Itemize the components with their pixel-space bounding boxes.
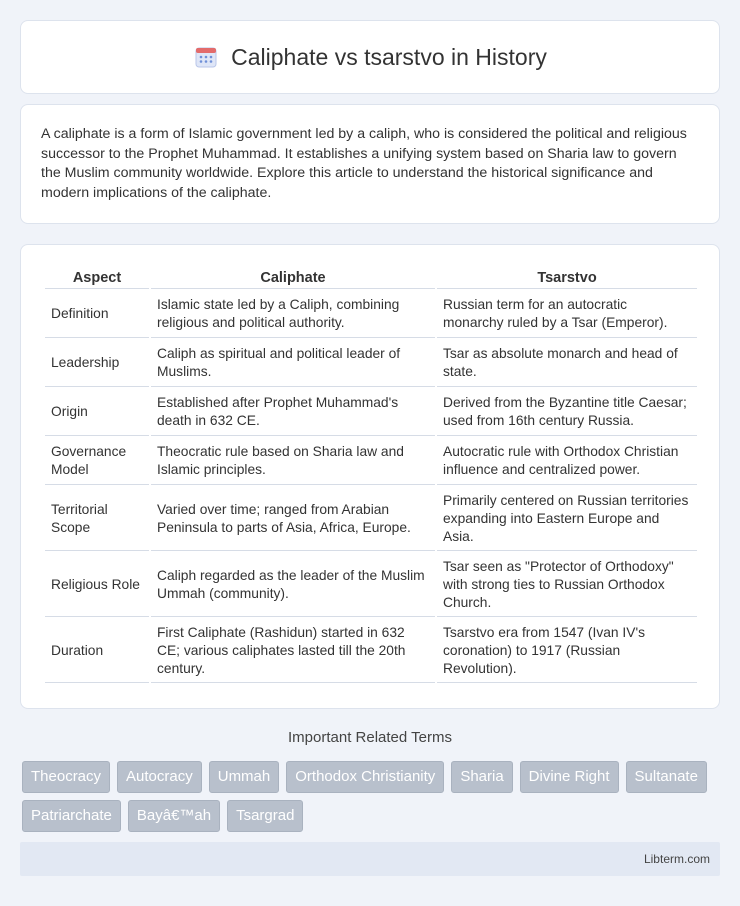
cell-tsarstvo: Russian term for an autocratic monarchy ruled by a Tsar (Emperor).	[437, 291, 697, 338]
footer-site-link[interactable]: Libterm.com	[643, 852, 710, 866]
calendar-icon	[193, 44, 219, 70]
tag-tsargrad[interactable]: Tsargrad	[227, 800, 303, 832]
cell-tsarstvo: Tsar as absolute monarch and head of state.	[437, 340, 697, 387]
cell-tsarstvo: Tsar seen as "Protector of Orthodoxy" with strong ties to Russian Orthodox Church.	[437, 553, 697, 617]
comparison-table	[43, 265, 699, 685]
tag-patriarchate[interactable]: Patriarchate	[22, 800, 121, 832]
cell-tsarstvo: Derived from the Byzantine title Caesar; used from 16th century Russia.	[437, 389, 697, 436]
intro-text: A caliphate is a form of Islamic government led by a caliph, who is considered the political and religious successor to the Prophet Muhammad. It establishes a unifying system based on Sharia law to govern the Muslim community worldwide. Explore this article to understand the historical significance and modern implications of the caliphate.	[41, 126, 687, 201]
title-card	[20, 20, 720, 94]
header-tsarstvo: Tsarstvo	[437, 267, 697, 289]
cell-caliphate: Islamic state led by a Caliph, combining religious and political authority.	[151, 291, 435, 338]
cell-caliphate: Theocratic rule based on Sharia law and Islamic principles.	[151, 438, 435, 485]
cell-tsarstvo: Primarily centered on Russian territories expanding into Eastern Europe and Asia.	[437, 487, 697, 551]
related-terms-list	[22, 761, 722, 832]
cell-caliphate: Established after Prophet Muhammad's death in 632 CE.	[151, 389, 435, 436]
table-row	[45, 389, 697, 436]
cell-tsarstvo: Tsarstvo era from 1547 (Ivan IV's coronation) to 1917 (Russian Revolution).	[437, 619, 697, 683]
tag-divine-right[interactable]: Divine Right	[520, 761, 619, 793]
cell-caliphate: Caliph regarded as the leader of the Muslim Ummah (community).	[151, 553, 435, 617]
cell-aspect: Duration	[45, 619, 149, 683]
cell-caliphate: Caliph as spiritual and political leader of Muslims.	[151, 340, 435, 387]
tag-autocracy[interactable]: Autocracy	[117, 761, 202, 793]
tag-sharia[interactable]: Sharia	[451, 761, 512, 793]
tag-orthodox-christianity[interactable]: Orthodox Christianity	[286, 761, 444, 793]
tag-theocracy[interactable]: Theocracy	[22, 761, 110, 793]
cell-aspect: Territorial Scope	[45, 487, 149, 551]
tag-bayah[interactable]: Bayâ€™ah	[128, 800, 220, 832]
cell-tsarstvo: Autocratic rule with Orthodox Christian influence and centralized power.	[437, 438, 697, 485]
cell-caliphate: First Caliphate (Rashidun) started in 632 CE; various caliphates lasted till the 20th century.	[151, 619, 435, 683]
table-row	[45, 340, 697, 387]
tag-sultanate[interactable]: Sultanate	[626, 761, 707, 793]
comparison-table-card	[20, 244, 720, 709]
page-title: Caliphate vs tsarstvo in History	[231, 43, 547, 70]
table-row	[45, 619, 697, 683]
cell-aspect: Governance Model	[45, 438, 149, 485]
table-row	[45, 487, 697, 551]
cell-aspect: Origin	[45, 389, 149, 436]
table-row	[45, 438, 697, 485]
footer	[20, 842, 720, 876]
cell-aspect: Religious Role	[45, 553, 149, 617]
cell-aspect: Definition	[45, 291, 149, 338]
header-caliphate: Caliphate	[151, 267, 435, 289]
related-terms-title: Important Related Terms	[288, 729, 452, 746]
header-aspect: Aspect	[45, 267, 149, 289]
table-header-row	[45, 267, 697, 289]
cell-caliphate: Varied over time; ranged from Arabian Peninsula to parts of Asia, Africa, Europe.	[151, 487, 435, 551]
intro-card	[20, 104, 720, 224]
table-row	[45, 291, 697, 338]
table-row	[45, 553, 697, 617]
cell-aspect: Leadership	[45, 340, 149, 387]
tag-ummah[interactable]: Ummah	[209, 761, 280, 793]
